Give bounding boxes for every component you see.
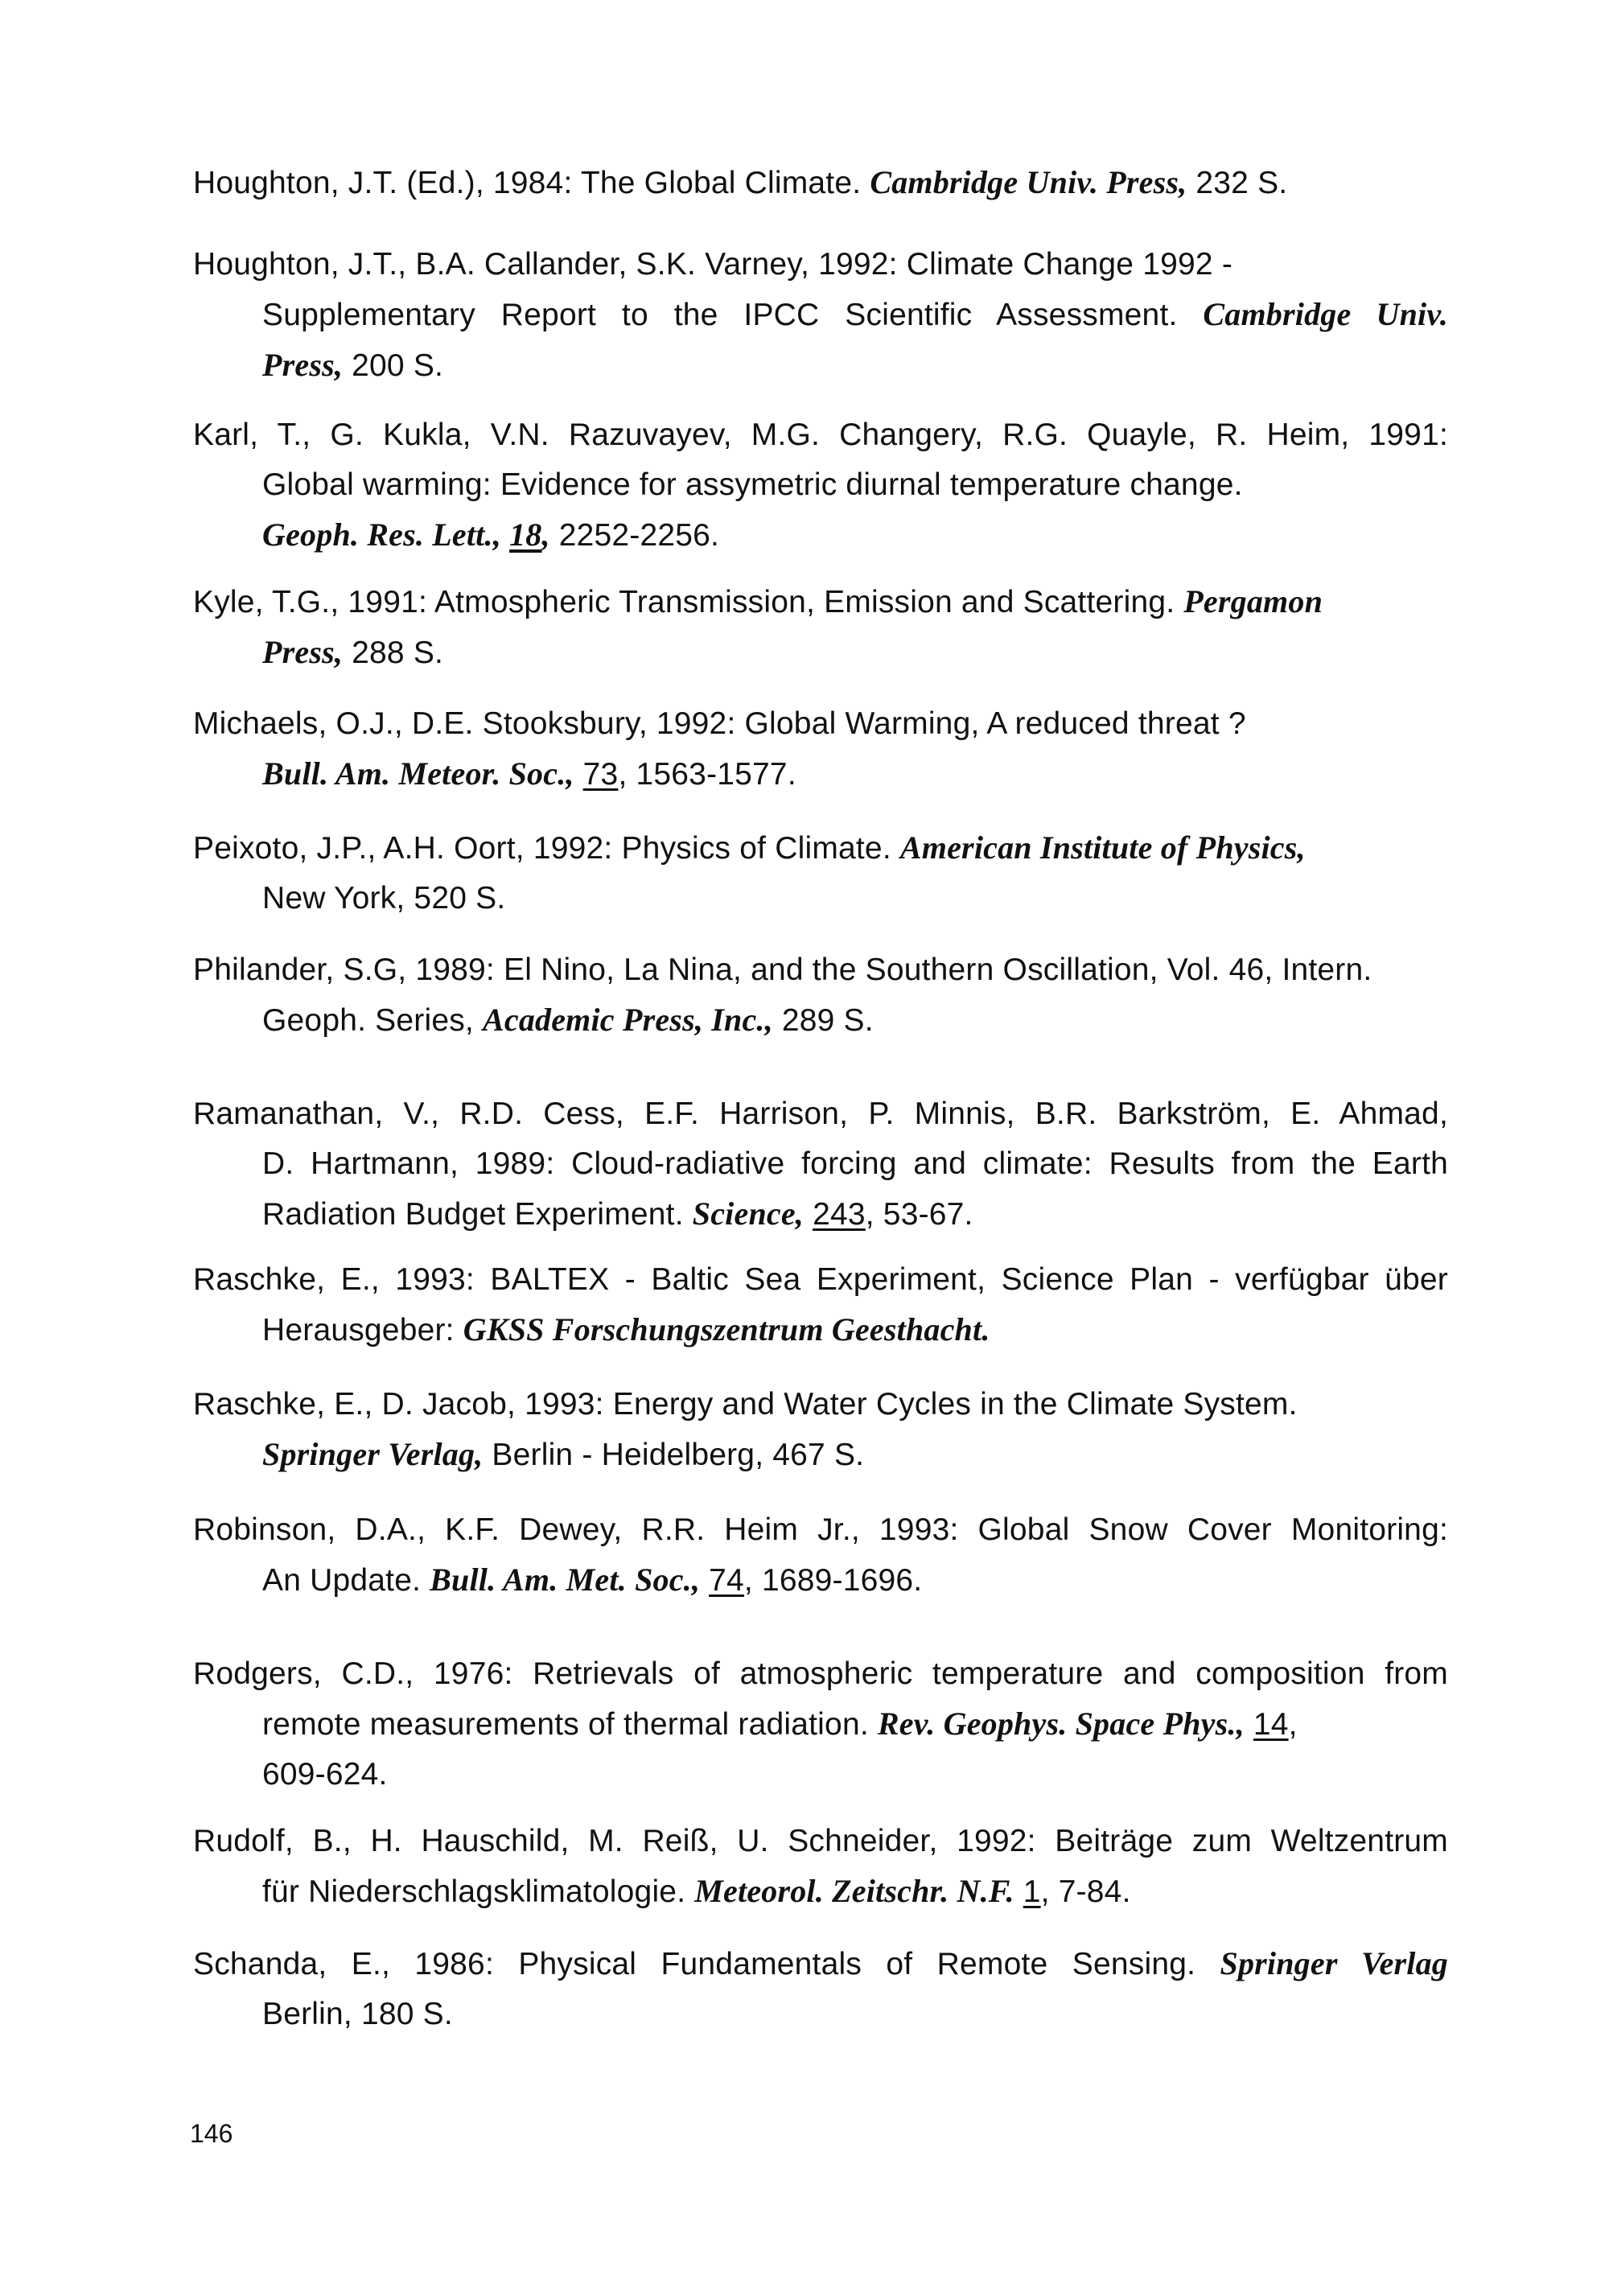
reference-line — [193, 1305, 1448, 1356]
reference-entry — [193, 410, 1448, 561]
source-title: Science, — [692, 1195, 804, 1232]
reference-line — [193, 1189, 1448, 1240]
volume-number: 18 — [509, 516, 542, 553]
reference-text — [700, 1563, 709, 1598]
reference-text: Raschke, E., 1993: BALTEX - Baltic Sea Experiment, Science Plan - verfügbar über — [193, 1262, 1448, 1297]
reference-entry — [193, 1255, 1448, 1356]
reference-text: Berlin, 180 S. — [262, 1997, 453, 2031]
reference-text: Houghton, J.T. (Ed.), 1984: The Global Climate. — [193, 166, 870, 200]
reference-line — [193, 1089, 1448, 1139]
reference-line — [193, 945, 1448, 995]
reference-text: 609-624. — [262, 1757, 388, 1792]
reference-text: Michaels, O.J., D.E. Stooksbury, 1992: Global Warming, A reduced threat ? — [193, 706, 1246, 741]
source-title: Press, — [262, 634, 344, 670]
reference-text: Ramanathan, V., R.D. Cess, E.F. Harrison, P. Minnis, B.R. Barkström, E. Ahmad, — [193, 1097, 1448, 1131]
reference-line — [193, 1939, 1448, 1989]
reference-text: Herausgeber: — [262, 1313, 463, 1348]
reference-line — [193, 1699, 1448, 1750]
reference-text — [1014, 1874, 1023, 1909]
reference-text: Radiation Budget Experiment. — [262, 1197, 693, 1232]
volume-number: 1 — [1023, 1874, 1041, 1909]
reference-text: Kyle, T.G., 1991: Atmospheric Transmission, Emission and Scattering. — [193, 585, 1184, 619]
reference-text: 232 S. — [1187, 166, 1288, 200]
reference-text: 200 S. — [343, 348, 444, 383]
reference-text: An Update. — [262, 1563, 430, 1598]
reference-text: Berlin - Heidelberg, 467 S. — [483, 1438, 865, 1472]
source-title: Press, — [262, 347, 344, 383]
reference-text — [1245, 1707, 1253, 1742]
reference-line — [193, 290, 1448, 340]
volume-number: 243 — [813, 1197, 866, 1232]
reference-entry — [193, 945, 1448, 1046]
volume-number: 14 — [1253, 1707, 1289, 1742]
reference-entry — [193, 1649, 1448, 1800]
reference-line — [193, 1430, 1448, 1480]
source-title: GKSS Forschungszentrum Geesthacht. — [463, 1311, 990, 1348]
reference-text: Supplementary Report to the IPCC Scientific Assessment. — [262, 298, 1204, 332]
reference-text: Global warming: Evidence for assymetric diurnal temperature change. — [262, 467, 1243, 502]
reference-text: Peixoto, J.P., A.H. Oort, 1992: Physics of Climate. — [193, 831, 900, 866]
source-title: Geoph. Res. Lett., — [262, 516, 510, 553]
reference-line — [193, 460, 1448, 510]
reference-line — [193, 995, 1448, 1046]
reference-text — [804, 1197, 813, 1232]
source-title: Cambridge Univ. — [1203, 296, 1448, 332]
source-title: Springer Verlag — [1220, 1945, 1449, 1981]
reference-text: Karl, T., G. Kukla, V.N. Razuvayev, M.G. Changery, R.G. Quayle, R. Heim, 1991: — [193, 418, 1448, 452]
reference-line — [193, 410, 1448, 460]
reference-line — [193, 158, 1448, 208]
reference-line — [193, 1817, 1448, 1866]
source-title: Springer Verlag, — [262, 1436, 484, 1472]
reference-text: Robinson, D.A., K.F. Dewey, R.R. Heim Jr., 1993: Global Snow Cover Monitoring: — [193, 1512, 1448, 1547]
reference-line — [193, 1505, 1448, 1555]
reference-text: Philander, S.G, 1989: El Nino, La Nina, and the Southern Oscillation, Vol. 46, Intern. — [193, 953, 1372, 987]
source-title: , — [541, 516, 550, 553]
reference-entry — [193, 1089, 1448, 1240]
reference-line — [193, 510, 1448, 561]
reference-entry — [193, 158, 1448, 208]
reference-entry — [193, 577, 1448, 678]
page-number: 146 — [190, 2119, 233, 2148]
reference-line — [193, 240, 1448, 290]
reference-line — [193, 1255, 1448, 1305]
reference-text: , 1563-1577. — [618, 757, 796, 792]
reference-line — [193, 627, 1448, 678]
source-title: Pergamon — [1183, 583, 1323, 619]
reference-line — [193, 874, 1448, 924]
reference-entry — [193, 1505, 1448, 1606]
reference-line — [193, 1139, 1448, 1189]
source-title: Academic Press, Inc., — [482, 1002, 773, 1038]
reference-text: Schanda, E., 1986: Physical Fundamentals of Remote Sensing. — [193, 1947, 1220, 1981]
reference-line — [193, 340, 1448, 391]
reference-text: , — [1288, 1707, 1298, 1742]
reference-text: D. Hartmann, 1989: Cloud-radiative forcing and climate: Results from the Earth — [262, 1146, 1448, 1181]
reference-text: Geoph. Series, — [262, 1003, 483, 1038]
reference-entry — [193, 1380, 1448, 1480]
reference-line — [193, 1750, 1448, 1800]
reference-entry — [193, 823, 1448, 924]
reference-text: Rudolf, B., H. Hauschild, M. Reiß, U. Schneider, 1992: Beiträge zum Weltzentrum — [193, 1824, 1448, 1858]
source-title: American Institute of Physics, — [899, 829, 1306, 866]
reference-line — [193, 1555, 1448, 1606]
source-title: Meteorol. Zeitschr. N.F. — [694, 1873, 1014, 1909]
reference-text: 2252-2256. — [549, 518, 720, 553]
source-title: Rev. Geophys. Space Phys., — [877, 1706, 1245, 1742]
source-title: Bull. Am. Meteor. Soc., — [262, 755, 574, 792]
reference-line — [193, 1989, 1448, 2039]
reference-text: Raschke, E., D. Jacob, 1993: Energy and Water Cycles in the Climate System. — [193, 1387, 1298, 1422]
volume-number: 74 — [709, 1563, 744, 1598]
reference-text: New York, 520 S. — [262, 881, 506, 916]
reference-entry — [193, 699, 1448, 800]
reference-text: Houghton, J.T., B.A. Callander, S.K. Varney, 1992: Climate Change 1992 - — [193, 247, 1233, 282]
reference-entry — [193, 240, 1448, 391]
volume-number: 73 — [582, 757, 619, 792]
reference-text: Rodgers, C.D., 1976: Retrievals of atmospheric temperature and composition from — [193, 1656, 1448, 1691]
reference-text: , 7-84. — [1040, 1874, 1131, 1909]
reference-text: 288 S. — [343, 636, 444, 670]
reference-text: für Niederschlagsklimatologie. — [262, 1874, 695, 1909]
reference-line — [193, 1649, 1448, 1699]
reference-entry — [193, 1817, 1448, 1917]
reference-line — [193, 749, 1448, 800]
reference-entry — [193, 1939, 1448, 2039]
reference-text: , 53-67. — [865, 1197, 973, 1232]
reference-text: , 1689-1696. — [743, 1563, 923, 1598]
reference-line — [193, 577, 1448, 627]
reference-line — [193, 699, 1448, 749]
source-title: Bull. Am. Met. Soc., — [430, 1562, 701, 1598]
reference-text: remote measurements of thermal radiation. — [262, 1707, 878, 1742]
reference-line — [193, 1866, 1448, 1917]
reference-line — [193, 1380, 1448, 1430]
reference-line — [193, 823, 1448, 874]
reference-text: 289 S. — [772, 1003, 874, 1038]
source-title: Cambridge Univ. Press, — [870, 164, 1187, 200]
reference-text — [574, 757, 583, 792]
